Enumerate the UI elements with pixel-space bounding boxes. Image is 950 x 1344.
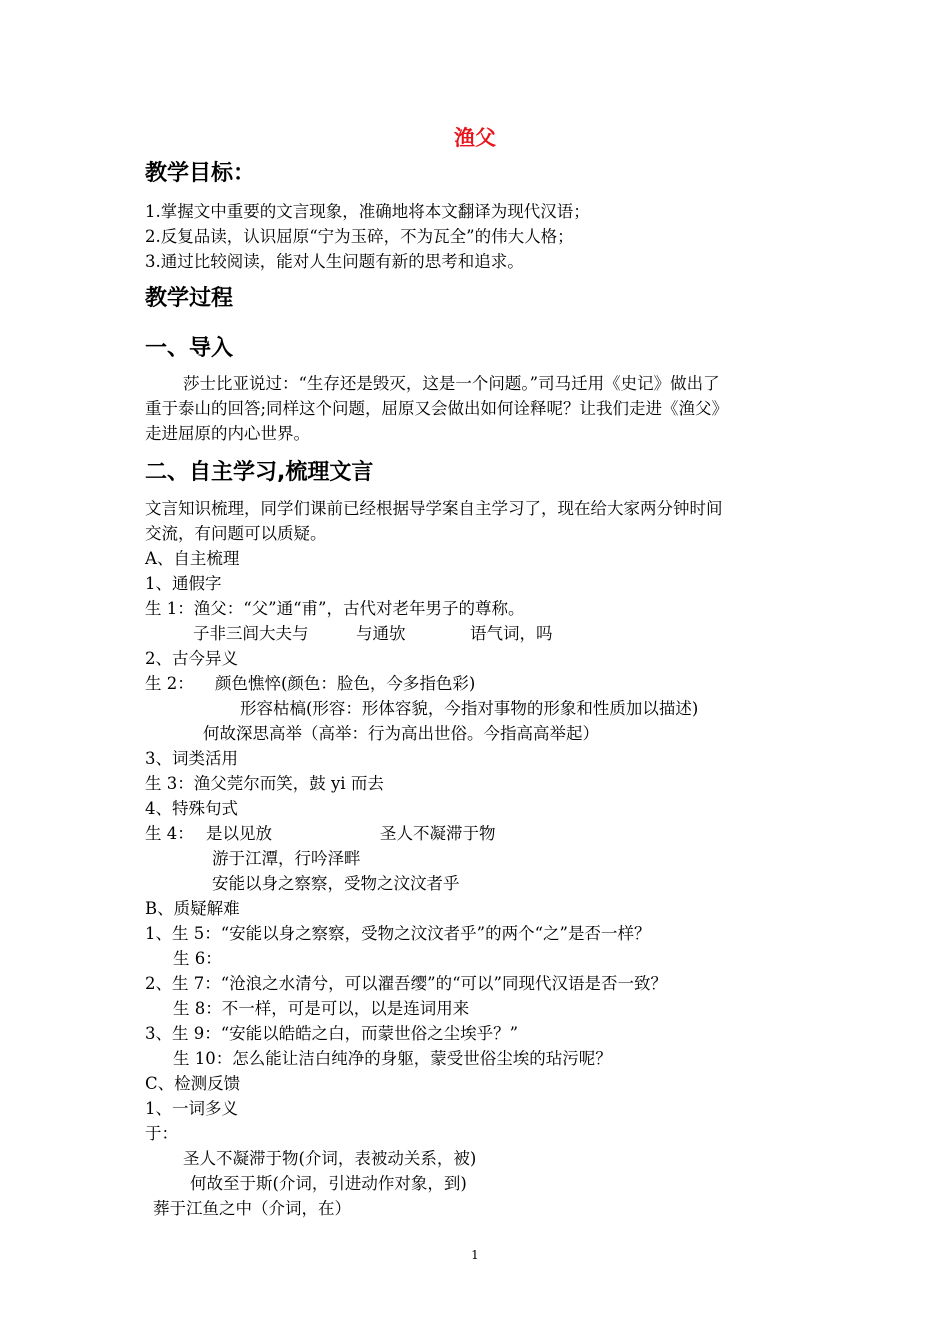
study-line: 游于江潭，行吟泽畔 <box>212 849 361 868</box>
study-subheading: C、检测反馈 <box>145 1074 241 1093</box>
study-subheading: 1、一词多义 <box>145 1099 238 1118</box>
goal-item: 1.掌握文中重要的文言现象，准确地将本文翻译为现代汉语； <box>145 202 590 221</box>
study-line: 生 1：渔父：“父”通“甫”，古代对老年男子的尊称。 <box>145 599 525 618</box>
study-line: 安能以身之察察，受物之汶汶者乎 <box>212 874 460 893</box>
goal-item: 2.反复品读，认识屈原“宁为玉碎，不为瓦全”的伟大人格； <box>145 227 574 246</box>
intro-line: 重于泰山的回答;同样这个问题，屈原又会做出如何诠释呢？让我们走进《渔父》 <box>145 399 729 418</box>
study-line: 子非三闾大夫与 <box>193 624 309 643</box>
intro-line: 莎士比亚说过：“生存还是毁灭，这是一个问题。”司马迁用《史记》做出了 <box>183 374 720 393</box>
study-line: 生 10：怎么能让洁白纯净的身躯，蒙受世俗尘埃的玷污呢？ <box>173 1049 612 1068</box>
study-line: 3、生 9：“安能以皓皓之白，而蒙世俗之尘埃乎？” <box>145 1024 519 1043</box>
intro-line: 走进屈原的内心世界。 <box>145 424 310 443</box>
study-line: 生 3：渔父莞尔而笑，鼓 yi 而去 <box>145 774 384 793</box>
study-line: 交流，有问题可以质疑。 <box>145 524 327 543</box>
study-subheading: A、自主梳理 <box>145 549 240 568</box>
study-subheading: 2、古今异义 <box>145 649 238 668</box>
study-subheading: 4、特殊句式 <box>145 799 238 818</box>
study-line: 与通欤 <box>356 624 406 643</box>
study-line: 生 2： <box>145 674 194 693</box>
document-title: 渔父 <box>454 126 496 150</box>
study-line: 何故至于斯(介词，引进动作对象，到) <box>190 1174 467 1193</box>
study-line: 圣人不凝滞于物(介词，表被动关系，被) <box>183 1149 477 1168</box>
study-line: 文言知识梳理，同学们课前已经根据导学案自主学习了，现在给大家两分钟时间 <box>145 499 723 518</box>
process-heading: 教学过程 <box>145 286 234 311</box>
study-line: 生 8：不一样，可是可以，以是连词用来 <box>173 999 470 1018</box>
study-subheading: B、质疑解难 <box>145 899 240 918</box>
intro-heading: 一、导入 <box>145 336 234 361</box>
goal-item: 3.通过比较阅读，能对人生问题有新的思考和追求。 <box>145 252 524 271</box>
study-line: 语气词，吗 <box>470 624 553 643</box>
study-line: 形容枯槁(形容：形体容貌，今指对事物的形象和性质加以描述) <box>240 699 699 718</box>
study-line: 2、生 7：“沧浪之水清兮，可以濯吾缨”的“可以”同现代汉语是否一致？ <box>145 974 667 993</box>
page-number: 1 <box>471 1248 479 1262</box>
study-subheading: 1、通假字 <box>145 574 222 593</box>
study-line: 葬于江鱼之中（介词，在） <box>153 1199 351 1218</box>
study-line: 颜色憔悴(颜色：脸色，今多指色彩) <box>215 674 476 693</box>
study-line: 1、生 5：“安能以身之察察，受物之汶汶者乎”的两个“之”是否一样？ <box>145 924 651 943</box>
study-line: 生 6： <box>173 949 222 968</box>
study-line: 何故深思高举（高举：行为高出世俗。今指高高举起） <box>203 724 599 743</box>
study-line: 圣人不凝滞于物 <box>380 824 496 843</box>
study-line: 于： <box>145 1124 178 1143</box>
study-heading: 二、自主学习,梳理文言 <box>145 460 374 485</box>
study-line: 生 4： <box>145 824 194 843</box>
study-line: 是以见放 <box>206 824 272 843</box>
goals-heading: 教学目标： <box>145 161 256 186</box>
study-subheading: 3、词类活用 <box>145 749 238 768</box>
